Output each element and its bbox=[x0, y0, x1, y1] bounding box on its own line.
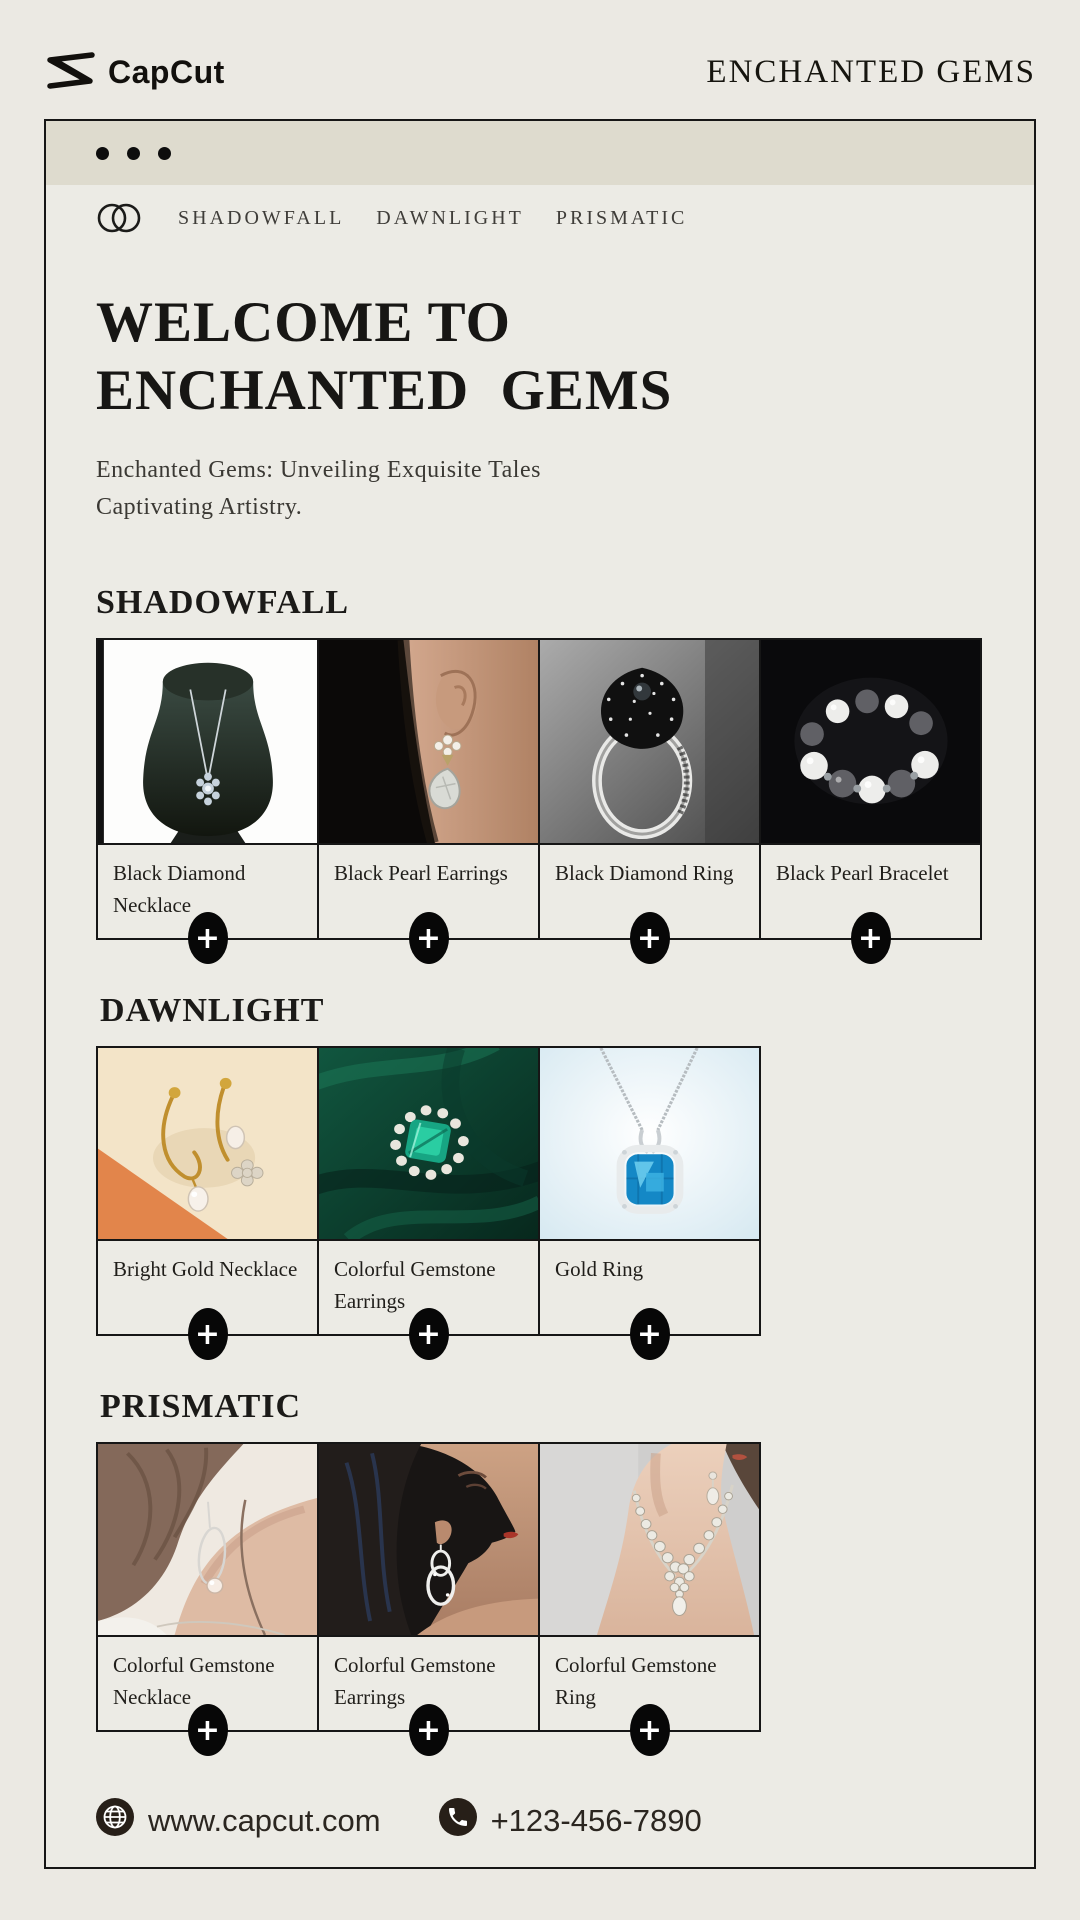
nav-item-dawnlight[interactable]: DAWNLIGHT bbox=[376, 206, 524, 229]
add-product-button[interactable] bbox=[630, 1704, 670, 1756]
phone-text: +123-456-7890 bbox=[490, 1803, 702, 1839]
product-image-colorful-gemstone-earrings bbox=[319, 1048, 538, 1241]
plus-icon: + bbox=[857, 920, 884, 956]
phone-icon bbox=[439, 1798, 477, 1844]
capcut-icon bbox=[44, 49, 96, 96]
product-image-black-diamond-ring bbox=[540, 640, 759, 845]
product-image-black-diamond-necklace bbox=[98, 640, 317, 845]
hero-title-line1: WELCOME TO bbox=[96, 291, 511, 354]
window-dot-icon bbox=[96, 147, 109, 160]
site-title: ENCHANTED GEMS bbox=[706, 54, 1036, 90]
product-name: Black Diamond Ring bbox=[555, 861, 734, 886]
section-title-shadowfall: SHADOWFALL bbox=[96, 584, 350, 622]
product-card bbox=[317, 1046, 540, 1352]
product-card bbox=[96, 1442, 319, 1748]
section-title-dawnlight: DAWNLIGHT bbox=[100, 992, 325, 1030]
add-product-button[interactable] bbox=[188, 1308, 228, 1360]
phone-link[interactable] bbox=[439, 1798, 702, 1844]
product-image-colorful-gemstone-ring bbox=[540, 1444, 759, 1637]
add-product-button[interactable] bbox=[188, 912, 228, 964]
product-card bbox=[96, 638, 319, 956]
product-grid-dawnlight bbox=[96, 1046, 984, 1352]
product-card bbox=[538, 1442, 761, 1748]
plus-icon: + bbox=[415, 1316, 442, 1352]
product-image-bright-gold-necklace bbox=[98, 1048, 317, 1241]
product-card bbox=[759, 638, 982, 956]
plus-icon: + bbox=[636, 1712, 663, 1748]
website-text: www.capcut.com bbox=[148, 1803, 381, 1839]
plus-icon: + bbox=[636, 920, 663, 956]
product-name: Gold Ring bbox=[555, 1257, 644, 1282]
section-title-prismatic: PRISMATIC bbox=[100, 1388, 302, 1426]
product-name: Colorful Gemstone Ring bbox=[555, 1653, 717, 1709]
plus-icon: + bbox=[415, 1712, 442, 1748]
hero-subtitle-line1: Enchanted Gems: Unveiling Exquisite Tales bbox=[96, 456, 541, 483]
plus-icon: + bbox=[194, 1712, 221, 1748]
page-header bbox=[44, 0, 1036, 119]
product-card bbox=[538, 1046, 761, 1352]
product-name: Black Pearl Earrings bbox=[334, 861, 508, 886]
product-card bbox=[317, 1442, 540, 1748]
plus-icon: + bbox=[636, 1316, 663, 1352]
nav-item-shadowfall[interactable]: SHADOWFALL bbox=[178, 206, 345, 229]
product-image-colorful-gemstone-earrings-2 bbox=[319, 1444, 538, 1637]
plus-icon: + bbox=[194, 1316, 221, 1352]
product-card bbox=[317, 638, 540, 956]
product-name: Colorful Gemstone Necklace bbox=[113, 1653, 275, 1709]
product-card bbox=[96, 1046, 319, 1352]
interlocking-circles-icon bbox=[96, 201, 152, 235]
product-name: Black Pearl Bracelet bbox=[776, 861, 949, 886]
add-product-button[interactable] bbox=[409, 1308, 449, 1360]
product-card bbox=[538, 638, 761, 956]
add-product-button[interactable] bbox=[188, 1704, 228, 1756]
product-image-black-pearl-earrings bbox=[319, 640, 538, 845]
product-name: Colorful Gemstone Earrings bbox=[334, 1257, 496, 1313]
hero-title-line2: ENCHANTED GEMS bbox=[96, 359, 673, 423]
window-titlebar bbox=[46, 121, 1034, 185]
window-dot-icon bbox=[127, 147, 140, 160]
contact-footer bbox=[96, 1798, 984, 1844]
plus-icon: + bbox=[415, 920, 442, 956]
hero-subtitle bbox=[96, 452, 984, 526]
globe-icon bbox=[96, 1798, 134, 1844]
capcut-logo-text: CapCut bbox=[108, 54, 225, 90]
add-product-button[interactable] bbox=[409, 912, 449, 964]
product-grid-shadowfall bbox=[96, 638, 984, 956]
nav-item-prismatic[interactable]: PRISMATIC bbox=[555, 206, 688, 229]
add-product-button[interactable] bbox=[630, 1308, 670, 1360]
capcut-logo bbox=[44, 49, 225, 96]
product-image-gold-ring bbox=[540, 1048, 759, 1241]
add-product-button[interactable] bbox=[409, 1704, 449, 1756]
product-name: Bright Gold Necklace bbox=[113, 1257, 298, 1282]
product-grid-prismatic bbox=[96, 1442, 984, 1748]
product-name: Black Diamond Necklace bbox=[113, 861, 246, 917]
website-link[interactable] bbox=[96, 1798, 381, 1844]
window-dot-icon bbox=[158, 147, 171, 160]
hero-title bbox=[96, 289, 984, 426]
add-product-button[interactable] bbox=[630, 912, 670, 964]
product-name: Colorful Gemstone Earrings bbox=[334, 1653, 496, 1709]
product-image-black-pearl-bracelet bbox=[761, 640, 980, 845]
plus-icon: + bbox=[194, 920, 221, 956]
add-product-button[interactable] bbox=[851, 912, 891, 964]
browser-frame bbox=[44, 119, 1036, 1869]
product-image-colorful-gemstone-necklace bbox=[98, 1444, 317, 1637]
site-nav bbox=[96, 201, 984, 235]
hero-subtitle-line2: Captivating Artistry. bbox=[96, 493, 303, 520]
